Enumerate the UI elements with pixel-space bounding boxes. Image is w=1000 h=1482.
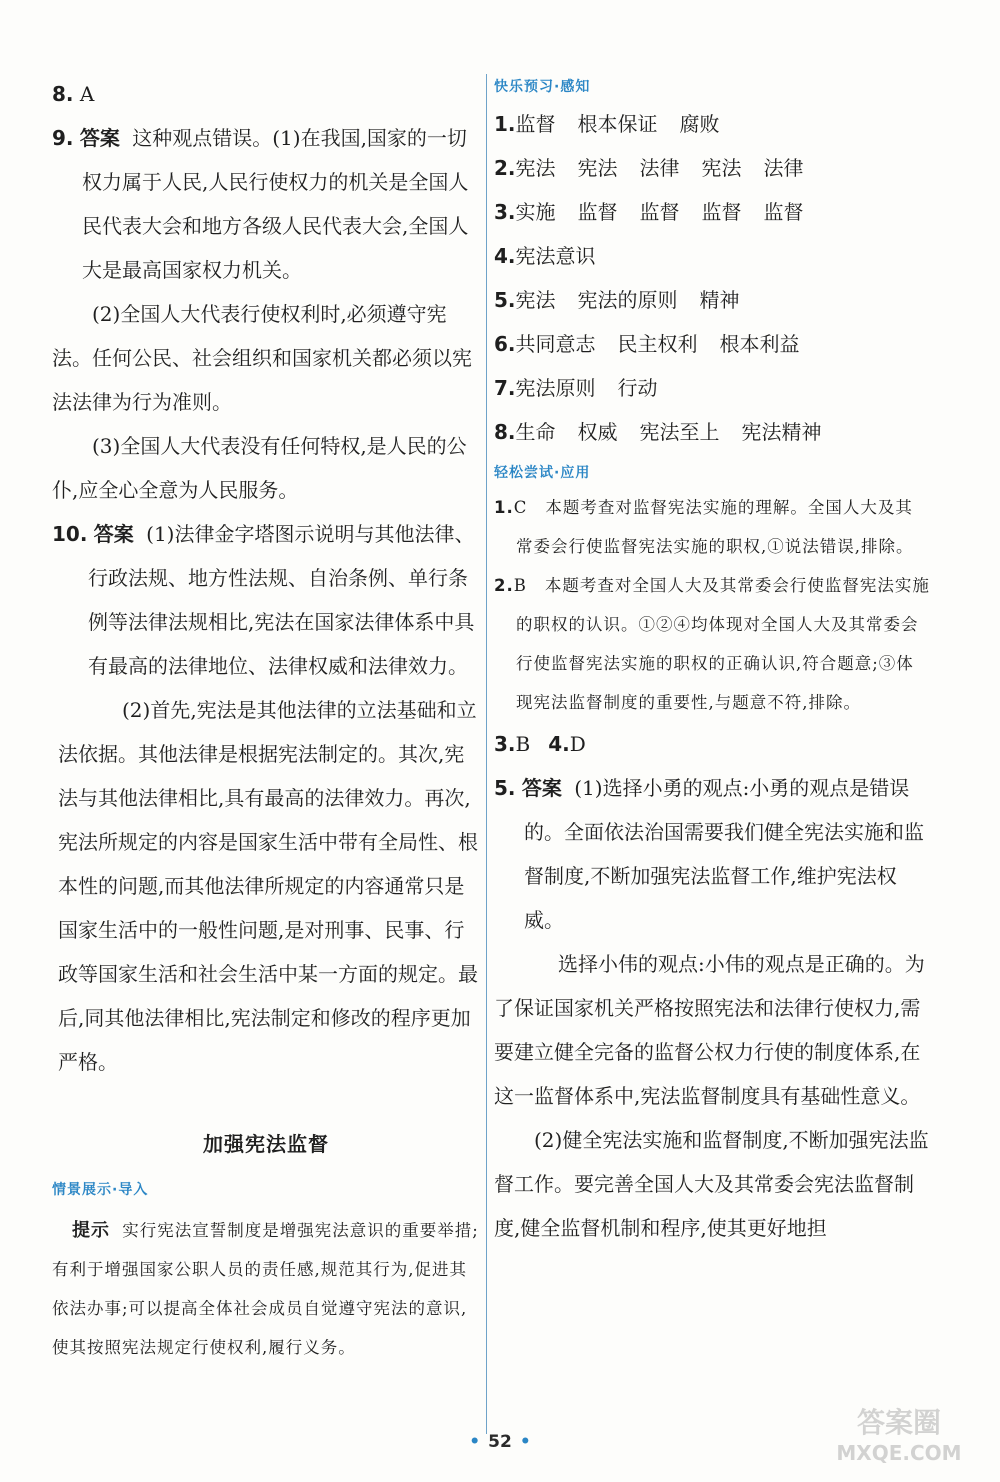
preview-answer-item: 法律 [763,156,804,180]
section-banner: 情景展示·导入 [52,1182,149,1198]
preview-answer-item: 监督 [577,200,618,224]
question-number: 4. [548,732,570,756]
question-number: 3. [494,200,516,224]
preview-answer-item: 共同意志 [515,332,596,356]
answer-paragraph: (2)全国人大代表行使权利时,必须遵守宪法。任何公民、社会组织和国家机关都必须以宪法法律为行为准则。 [52,302,472,414]
question-number: 4. [494,244,516,268]
section-title: 加强宪法监督 [203,1132,329,1156]
preview-answer-row [494,410,930,454]
question-number: 5. [494,288,516,312]
preview-answer-item: 实施 [515,200,556,224]
question-number: 10. [52,522,88,546]
answer-paragraph: (1)法律金字塔图示说明与其他法律、行政法规、地方性法规、自治条例、单行条例等法律法规相比,宪法在国家法律体系中具有最高的法律地位、法律权威和法律效力。 [88,522,475,678]
hint-text: 实行宪法宣誓制度是增强宪法意识的重要举措;有利于增强国家公职人员的责任感,规范其行为,促进其依法办事;可以提高全体社会成员自觉遵守宪法的意识,使其按照宪法规定行使权利,履行义务。 [52,1221,479,1357]
question-number: 8. [494,420,516,444]
preview-answer-item: 监督 [515,112,556,136]
watermark-logo [814,1398,984,1468]
section-banner: 轻松尝试·应用 [494,465,591,481]
question-number: 2. [494,156,516,180]
preview-answer-item: 根本利益 [719,332,800,356]
preview-answer-item: 宪法原则 [515,376,596,400]
left-column [52,72,480,1367]
dot-decoration: • [469,1432,481,1452]
question-number: 7. [494,376,516,400]
preview-answer-item: 宪法 [577,156,618,180]
explanation-text: 本题考查对监督宪法实施的理解。全国人大及其常委会行使监督宪法实施的职权,①说法错误,排除。 [516,498,914,556]
choice-answer: B [515,732,531,756]
choice-answer: B [513,576,527,595]
preview-answer-row [494,278,930,322]
preview-answer-item: 宪法的原则 [577,288,678,312]
page-number-text: 52 [488,1432,512,1452]
preview-answer-row [494,322,930,366]
watermark-line1: 答案圈 [856,1406,942,1439]
answer-paragraph: (2)首先,宪法是其他法律的立法基础和立法依据。其他法律是根据宪法制定的。其次,宪法与其他法律相比,具有最高的法律效力。再次,宪法所规定的内容是国家生活中带有全局性、根本性的问题,而其他法律所规定的内容通常只是国家生活中的一般性问题,是对刑事、民事、行政等国家生活和社会生活中某一方面的规定。最后,同其他法律相比,宪法制定和修改的程序更加严格。 [58,698,478,1074]
answer-8 [52,72,480,116]
preview-answer-item: 宪法 [701,156,742,180]
trial-answer-1 [494,488,930,566]
preview-answer-item: 权威 [577,420,618,444]
answer-paragraph: 这种观点错误。(1)在我国,国家的一切权力属于人民,人民行使权力的机关是全国人民代表大会和地方各级人民代表大会,全国人大是最高国家权力机关。 [82,126,469,282]
preview-answer-item: 宪法 [515,288,556,312]
preview-answer-item: 宪法精神 [741,420,822,444]
answer-label: 答案 [79,126,120,150]
preview-answer-item: 精神 [699,288,740,312]
question-number: 1. [494,112,516,136]
preview-answer-row [494,366,930,410]
question-number: 5. [494,776,516,800]
choice-answer: D [569,732,586,756]
trial-answer-3-4 [494,722,930,766]
trial-answer-2 [494,566,930,722]
trial-answer-5 [494,766,930,1250]
question-number: 9. [52,126,74,150]
preview-answer-row [494,234,930,278]
column-divider [486,74,487,1434]
preview-answer-row [494,102,930,146]
preview-answer-item: 宪法 [515,156,556,180]
preview-answer-item: 行动 [617,376,658,400]
preview-answer-row [494,190,930,234]
hint-paragraph [52,1211,480,1367]
explanation-text: 本题考查对全国人大及其常委会行使监督宪法实施的职权的认识。①②④均体现对全国人大及其常委会行使监督宪法实施的职权的正确认识,符合题意;③体现宪法监督制度的重要性,与题意不符,排除。 [516,576,930,712]
answer-paragraph: (1)选择小勇的观点:小勇的观点是错误的。全面依法治国需要我们健全宪法实施和监督制度,不断加强宪法监督工作,维护宪法权威。 [524,776,924,932]
answer-9 [52,116,480,512]
preview-answer-row [494,146,930,190]
answer-paragraph: 选择小伟的观点:小伟的观点是正确的。为了保证国家机关严格按照宪法和法律行使权力,需要建立健全完备的监督公权力行使的制度体系,在这一监督体系中,宪法监督制度具有基础性意义。 [494,952,925,1108]
preview-answer-item: 民主权利 [617,332,698,356]
answer-paragraph: (3)全国人大代表没有任何特权,是人民的公仆,应全心全意为人民服务。 [52,434,467,502]
section-banner: 快乐预习·感知 [494,79,591,95]
preview-answer-item: 宪法至上 [639,420,720,444]
hint-label: 提示 [72,1220,110,1241]
dot-decoration: • [519,1432,531,1452]
preview-answer-item: 宪法意识 [515,244,596,268]
right-column [494,72,930,1250]
preview-answer-item: 监督 [701,200,742,224]
answer-label: 答案 [521,776,562,800]
question-number: 1. [494,498,514,517]
preview-answers [494,102,930,454]
answer-text: A [79,82,95,106]
preview-answer-item: 监督 [639,200,680,224]
answer-paragraph: (2)健全宪法实施和监督制度,不断加强宪法监督工作。要完善全国人大及其常委会宪法监督制度,健全监督机制和程序,使其更好地担 [494,1128,929,1240]
question-number: 6. [494,332,516,356]
question-number: 8. [52,82,74,106]
preview-answer-item: 腐败 [679,112,720,136]
preview-answer-item: 法律 [639,156,680,180]
choice-answer: C [513,498,528,517]
question-number: 2. [494,576,514,595]
answer-10 [52,512,480,1084]
preview-answer-item: 根本保证 [577,112,658,136]
preview-answer-item: 生命 [515,420,556,444]
watermark-line2: MXQE.COM [836,1441,962,1465]
question-number: 3. [494,732,516,756]
preview-answer-item: 监督 [763,200,804,224]
answer-label: 答案 [93,522,134,546]
